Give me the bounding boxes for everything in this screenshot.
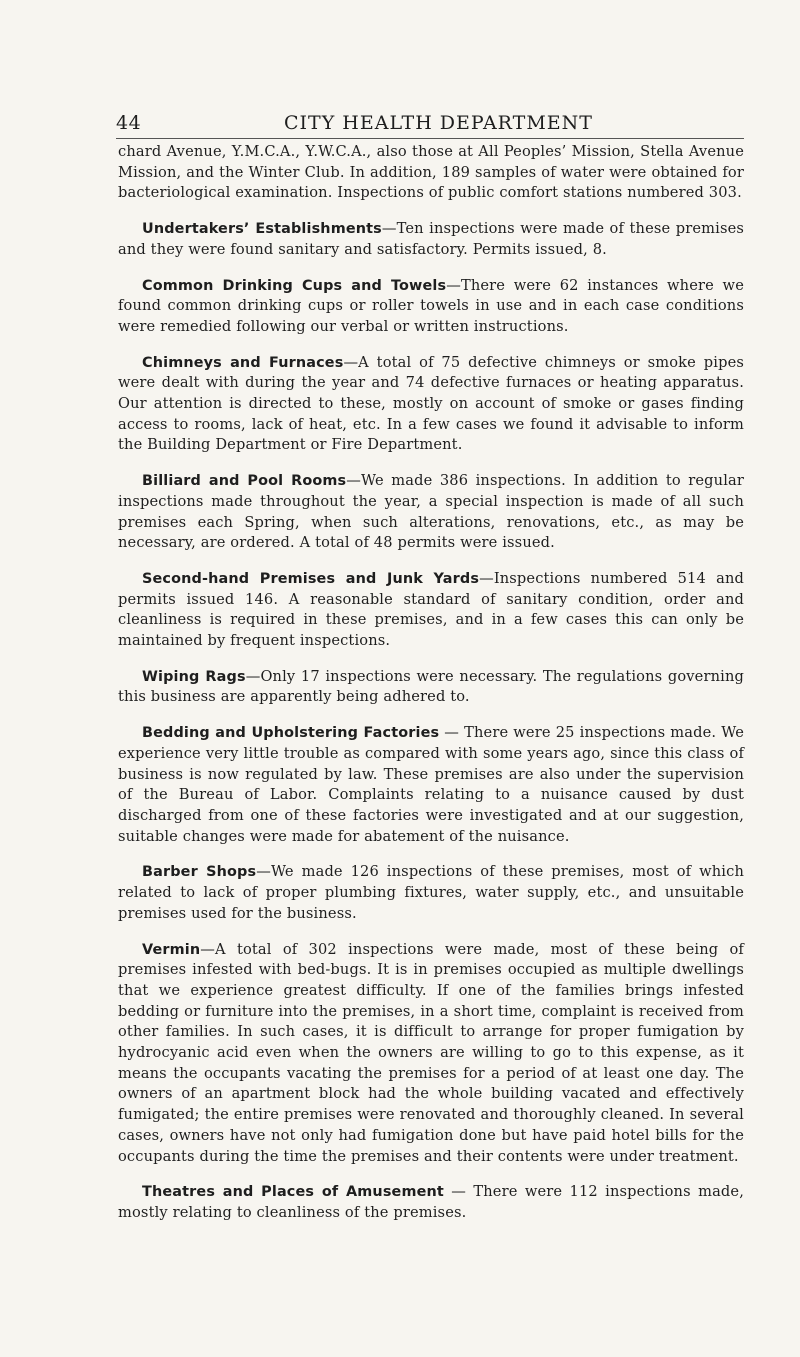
paragraph-chimneys: [118, 353, 744, 457]
paragraph-text: —A total of 302 inspections were made, most of these being of premises infested with bed-bugs. It is in premises occupied as multiple dwellings that we experience greatest difficulty. If one of the families brings infested bedding or furniture into the premises, in a short time, complaint is received from other families. In such cases, it is difficult to arrange for proper fumigation by hydrocyanic acid even when the owners are willing to go to this expense, as it means the occupants vacating the premises for a period of at least one day. The owners of an apartment block had the whole building vacated and effectively fumigated; the entire premises were renovated and thoroughly cleaned. In several cases, owners have not only had fumigation done but have paid hotel bills for the occupants during the time the premises and their contents were under treatment.: [118, 940, 744, 1165]
section-heading: Barber Shops: [142, 864, 257, 881]
section-heading: Second-hand Premises and Junk Yards: [142, 570, 480, 587]
paragraph-text: chard Avenue, Y.M.C.A., Y.W.C.A., also those at All Peoples’ Mission, Stella Avenue Mission, and the Winter Club. In addition, 189 samples of water were obtained for bacteriological examination. Inspections of public comfort stations numbered 303.: [118, 143, 744, 202]
page-header: [116, 112, 744, 139]
paragraph-text: —Inspections numbered 514 and permits issued 146. A reasonable standard of sanitary condition, order and cleanliness is required in these premises, and in a few cases this can only be maintained by frequent inspections.: [118, 569, 744, 650]
paragraph-text: — There were 112 inspections made, mostly relating to cleanliness of the premises.: [118, 1183, 744, 1221]
paragraph-second-hand: [118, 569, 744, 652]
paragraph-text: —A total of 75 defective chimneys or smoke pipes were dealt with during the year and 74 defective furnaces or heating apparatus. Our attention is directed to these, mostly on account of smoke or gases finding access to rooms, lack of heat, etc. In a few cases we found it advisable to inform the Building Department or Fire Department.: [118, 353, 744, 454]
paragraph-text: —We made 386 inspections. In addition to regular inspections made throughout the year, a special inspection is made of all such premises each Spring, when such alterations, renovations, etc., as may be necessary, are ordered. A total of 48 permits were issued.: [118, 472, 745, 552]
running-title: CITY HEALTH DEPARTMENT: [284, 112, 593, 134]
section-heading: Theatres and Places of Amusement: [142, 1184, 444, 1201]
paragraph-wiping-rags: [118, 667, 744, 708]
paragraph-barber-shops: [118, 862, 744, 924]
page-number: 44: [116, 112, 142, 134]
section-heading: Vermin: [142, 941, 201, 958]
paragraph-text: —Ten inspections were made of these premises and they were found sanitary and satisfactory. Permits issued, 8.: [118, 220, 745, 258]
paragraph-drinking-cups: [118, 276, 744, 338]
section-heading: Wiping Rags: [142, 668, 246, 685]
body-text: [118, 142, 744, 1239]
section-heading: Bedding and Upholstering Factories: [142, 725, 440, 742]
section-heading: Common Drinking Cups and Towels: [142, 277, 447, 294]
section-heading: Chimneys and Furnaces: [142, 354, 344, 371]
paragraph-billiard: [118, 471, 744, 554]
paragraph-text: —We made 126 inspections of these premises, most of which related to lack of proper plumbing fixtures, water supply, etc., and unsuitable premises used for the business.: [118, 863, 744, 922]
paragraph-vermin: [118, 940, 744, 1168]
paragraph-text: — There were 25 inspections made. We experience very little trouble as compared with some years ago, since this class of business is now regulated by law. These premises are also under the supervision of the Bureau of Labor. Complaints relating to a nuisance caused by dust discharged from one of these factories were investigated and at our suggestion, suitable changes were made for abatement of the nuisance.: [118, 724, 744, 845]
paragraph-undertakers: [118, 219, 744, 260]
paragraph-theatres: [118, 1182, 744, 1223]
section-heading: Undertakers’ Establishments: [142, 221, 382, 238]
paragraph-bedding: [118, 723, 744, 847]
paragraph-text: —Only 17 inspections were necessary. The regulations governing this business are apparently being adhered to.: [118, 667, 745, 706]
section-heading: Billiard and Pool Rooms: [142, 473, 347, 490]
paragraph-text: —There were 62 instances where we found common drinking cups or roller towels in use and in each case conditions were remedied following our verbal or written instructions.: [118, 276, 744, 335]
paragraph-continuation: [118, 142, 744, 204]
